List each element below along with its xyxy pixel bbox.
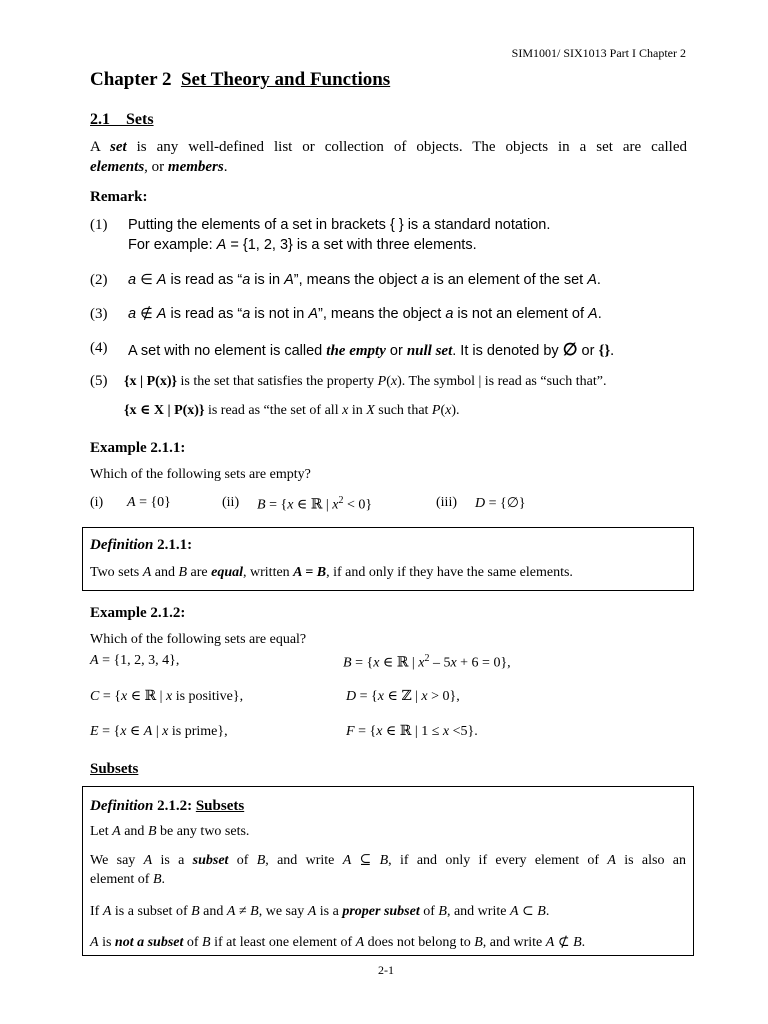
remark-5-number: (5): [90, 373, 108, 389]
remark-title: Remark:: [90, 189, 148, 205]
remark-5-line2: {x ∈ X | P(x)} is read as “the set of all x in X such that P(x).: [124, 403, 460, 418]
example-2-1-1-ii-label: (ii): [222, 495, 240, 510]
chapter-heading: [90, 69, 390, 91]
definition-2-1-2-box: [82, 786, 694, 956]
example-2-1-1-i: A = {0}: [127, 495, 171, 510]
example-2-1-2-title: Example 2.1.2:: [90, 605, 186, 621]
remark-2-number: (2): [90, 272, 108, 288]
example-2-1-1-iii: D = {∅}: [475, 496, 526, 511]
set-definition-line1: A set is any well-defined list or collection of objects. The objects in a set are called: [90, 139, 687, 155]
example-2-1-1-i-label: (i): [90, 495, 104, 510]
set-C: C = {x ∈ ℝ | x is positive},: [90, 689, 244, 704]
example-2-1-1-question: Which of the following sets are empty?: [90, 467, 311, 482]
definition-2-1-1-title: Definition 2.1.1:: [90, 537, 193, 553]
section-title: Sets: [126, 111, 154, 128]
definition-2-1-2-line4: If A is a subset of B and A ≠ B, we say A is a proper subset of B, and write A ⊂ B.: [90, 904, 550, 919]
remark-3-number: (3): [90, 306, 108, 322]
section-number: 2.1: [90, 111, 110, 128]
remark-1-line1: Putting the elements of a set in brackets { } is a standard notation.: [128, 217, 551, 233]
set-B: B = {x ∈ ℝ | $x^2 - 5x + 6 = 0$},: [343, 653, 511, 671]
example-2-1-1-iii-label: (iii): [436, 495, 457, 510]
definition-2-1-1-text: Two sets A and B are equal, written A = B, if and only if they have the same elements.: [90, 565, 573, 580]
set-E: E = {x ∈ A | x is prime},: [90, 724, 228, 739]
definition-2-1-2-title: Definition 2.1.2: Subsets: [90, 798, 245, 814]
remark-2-text: a ∈ A is read as “a is in A”, means the object a is an element of the set A.: [128, 272, 601, 288]
definition-2-1-2-line5: A is not a subset of B if at least one element of A does not belong to B, and write A ⊄ B.: [90, 935, 586, 950]
remark-5-line1: {x | P(x)} is the set that satisfies the property P(x). The symbol | is read as “such that”.: [124, 374, 607, 389]
remark-1-line2: For example: A = {1, 2, 3} is a set with three elements.: [128, 237, 477, 253]
example-2-1-2-question: Which of the following sets are equal?: [90, 632, 307, 647]
remark-3-text: a ∉ A is read as “a is not in A”, means the object a is not an element of A.: [128, 306, 602, 322]
remark-4-number: (4): [90, 340, 108, 356]
set-definition-line2: elements, or members.: [90, 159, 228, 175]
subsets-heading: Subsets: [90, 761, 139, 777]
page-number: 2-1: [378, 963, 394, 977]
remark-4-text: A set with no element is called the empty or null set. It is denoted by ∅ or {}.: [128, 340, 615, 359]
example-2-1-1-ii: B = {x ∈ ℝ | $x^2 < 0$}: [257, 495, 373, 513]
set-D: D = {x ∈ ℤ | x > 0},: [346, 689, 460, 704]
chapter-label: Chapter 2: [90, 69, 172, 90]
section-heading: [90, 111, 154, 129]
remark-1-number: (1): [90, 217, 108, 233]
set-F: F = {x ∈ ℝ | 1 ≤ x <5}.: [346, 724, 478, 739]
example-2-1-1-title: Example 2.1.1:: [90, 440, 186, 456]
chapter-title: Set Theory and Functions: [180, 69, 391, 90]
definition-2-1-2-line1: Let A and B be any two sets.: [90, 824, 250, 839]
running-header: SIM1001/ SIX1013 Part I Chapter 2: [511, 46, 686, 60]
definition-2-1-2-line3: element of B.: [90, 872, 166, 887]
definition-2-1-2-line2: We say A is a subset of B, and write A ⊆ B, if and only if every element of A is also an: [90, 853, 686, 868]
definition-2-1-1-box: [82, 527, 694, 591]
set-A: A = {1, 2, 3, 4},: [90, 653, 180, 668]
